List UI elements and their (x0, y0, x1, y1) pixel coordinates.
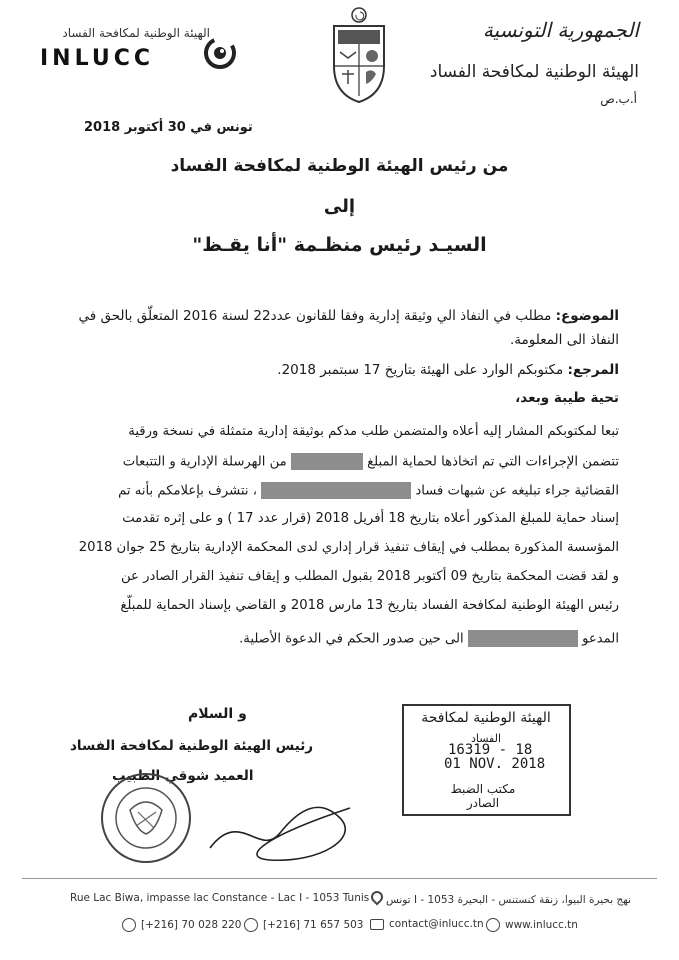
footer-divider (22, 878, 657, 879)
letter-reference (59, 358, 619, 382)
body-line-3 (118, 482, 619, 499)
body-line-3b: ، نتشرف بإعلامكم بأنه تم (118, 483, 257, 499)
body-line-8 (239, 630, 619, 647)
stamp-authority-cont: الفساد (470, 732, 502, 745)
footer-address-fr: Rue Lac Biwa, impasse lac Constance - Lac I - 1053 Tunis (70, 892, 370, 904)
closing-name: العميد شوقي الطبيب (112, 768, 254, 784)
website-text: www.inlucc.tn (505, 919, 578, 931)
subject-label: الموضوع: (555, 308, 619, 324)
stamp-outgoing: الصادر (466, 796, 500, 810)
redaction-box (261, 482, 411, 499)
body-line-1: تبعا لمكتوبكم المشار إليه أعلاه والمتضمن طلب مدكم بوثيقة إدارية متمثلة في نسخة ورقية (128, 424, 619, 439)
body-line-8b: الى حين صدور الحكم في الدعوة الأصلية. (239, 631, 464, 647)
location-pin-icon (368, 889, 385, 906)
footer-phone-2 (244, 918, 364, 932)
logo-latin-text: INLUCC (40, 46, 154, 71)
authority-title: الهيئة الوطنية لمكافحة الفساد (429, 62, 639, 82)
closing-title: رئيس الهيئة الوطنية لمكافحة الفساد (70, 738, 314, 754)
letter-recipient: السيـد رئيس منظـمة "أنا يقـظ" (192, 234, 487, 256)
republic-title: الجمهورية التونسية (482, 18, 639, 42)
globe-icon (486, 918, 500, 932)
letter-to-label: إلى (323, 196, 356, 217)
letter-date: تونس في 30 أكتوبر 2018 (84, 120, 253, 135)
footer-website (486, 918, 578, 932)
email-icon (370, 919, 384, 930)
reference-abbrev: أ.ب.ص (600, 92, 637, 106)
letter-sender: من رئيس الهيئة الوطنية لمكافحة الفساد (170, 156, 509, 176)
stamp-number: 16319 - 18 (448, 742, 533, 758)
footer-email (370, 918, 484, 930)
body-line-5: المؤسسة المذكورة بمطلب في إيقاف تنفيذ قرار إداري لدى المحكمة الإدارية بتاريخ 25 جوان 2018 (78, 540, 619, 555)
tunisia-coat-of-arms-icon (328, 6, 390, 110)
reference-text: مكتوبكم الوارد على الهيئة بتاريخ 17 سبتمبر 2018. (277, 362, 564, 378)
email-text: contact@inlucc.tn (389, 918, 484, 930)
stamp-office: مكتب الضبط (450, 782, 516, 796)
logo-arabic-text: الهيئة الوطنية لمكافحة الفساد (62, 26, 210, 40)
body-line-7: رئيس الهيئة الوطنية لمكافحة الفساد بتاريخ 13 مارس 2018 و القاضي بإسناد الحماية للمبلّغ (120, 598, 619, 613)
letter-subject (59, 304, 619, 352)
reference-label: المرجع: (567, 362, 619, 378)
stamp-date: 01 NOV. 2018 (444, 756, 546, 772)
phone-1-text: [+216] 70 028 220 (141, 919, 242, 931)
footer-address-ar-text: نهج بحيرة البيوا، زنقة كنستنس - البحيرة I - 1053 تونس (385, 894, 631, 906)
inlucc-eye-logo-icon (200, 36, 240, 74)
closing-salutation: و السلام (188, 706, 247, 722)
letter-greeting: تحية طيبة وبعد، (515, 390, 619, 406)
body-line-8a: المدعو (582, 631, 619, 647)
body-line-2 (123, 453, 619, 470)
subject-text: مطلب في النفاذ الي وثيقة إدارية وفقا للقانون عدد22 لسنة 2016 المتعلّق بالحق في النفاذ الى المعلومة. (78, 308, 619, 348)
phone-icon (122, 918, 136, 932)
fax-icon (244, 918, 258, 932)
footer-phone-1 (122, 918, 242, 932)
phone-2-text: [+216] 71 657 503 (263, 919, 364, 931)
body-line-3a: القضائية جراء تبليغه عن شبهات فساد (415, 483, 619, 499)
redaction-box (291, 453, 363, 470)
body-line-4: إسناد حماية للمبلغ المذكور أعلاه بتاريخ 18 أفريل 2018 (قرار عدد 17 ) و على إثره تقدمت (122, 511, 619, 526)
signature-icon (200, 788, 360, 872)
body-line-2a: تتضمن الإجراءات التي تم اتخاذها لحماية المبلغ (367, 454, 619, 470)
body-line-6: و لقد قضت المحكمة بتاريخ 09 أكتوبر 2018 بقبول المطلب و إيقاف تنفيذ القرار الصادر عن (121, 569, 619, 584)
official-seal-icon (96, 768, 196, 872)
redaction-box (468, 630, 578, 647)
footer-address-ar (367, 891, 631, 906)
body-line-2b: من الهرسلة الإدارية و التتبعات (122, 454, 287, 470)
stamp-authority: الهيئة الوطنية لمكافحة (421, 710, 551, 726)
